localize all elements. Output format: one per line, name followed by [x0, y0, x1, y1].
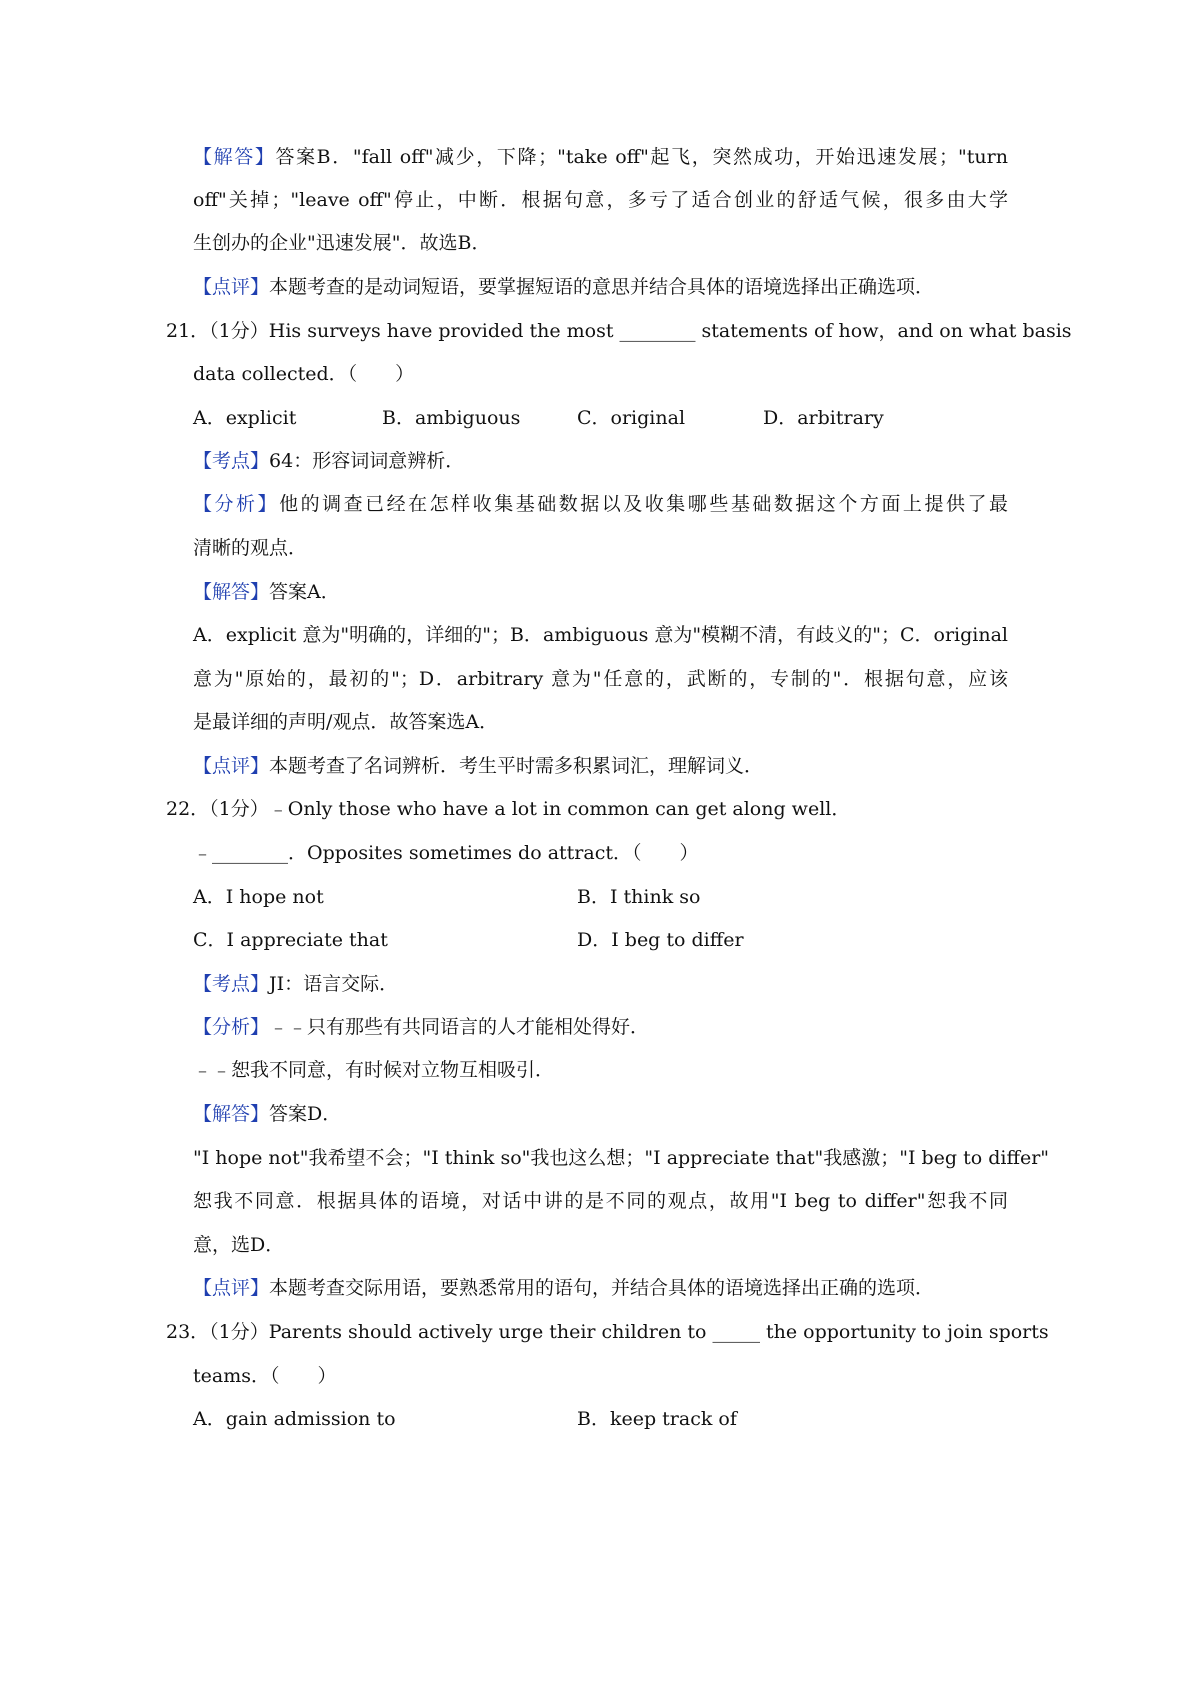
- point-text: 64：形容词词意辨析．: [269, 450, 465, 472]
- q22-analysis-line-2: ﹣﹣恕我不同意，有时候对立物互相吸引．: [193, 1059, 555, 1081]
- q23-option-b: B．keep track of: [577, 1408, 737, 1430]
- q21-option-d: D．arbitrary: [763, 407, 884, 429]
- q21-explain-line-2: 意为"原始的，最初的"；D．arbitrary 意为"任意的，武断的，专制的"．根据句意，应该: [193, 668, 1008, 690]
- point-text: JI：语言交际．: [269, 973, 399, 995]
- q22-point: [193, 972, 398, 996]
- q22-stem-line-2: ﹣________．Opposites sometimes do attract．（ ）: [193, 842, 699, 864]
- q21-explain-line-3: 是最详细的声明/观点．故答案选A．: [193, 711, 499, 733]
- answer-text: 答案D．: [269, 1103, 342, 1125]
- analysis-text: ﹣﹣只有那些有共同语言的人才能相处得好．: [269, 1016, 650, 1038]
- q21-answer: [193, 580, 340, 604]
- answer-tag: 【解答】: [193, 1103, 270, 1125]
- q21-analysis-line-1: [193, 492, 1008, 516]
- q22-explain-line-3: 意，选D．: [193, 1234, 285, 1256]
- q23-option-a: A．gain admission to: [193, 1408, 396, 1430]
- answer-tag: 【解答】: [193, 146, 276, 168]
- point-tag: 【考点】: [193, 973, 270, 995]
- q21-explain-line-1: A．explicit 意为"明确的，详细的"；B．ambiguous 意为"模糊不清，有歧义的"；C．original: [193, 624, 1008, 646]
- q23-stem-line-1: 23．（1分）Parents should actively urge their children to _____ the opportunity to join sports: [166, 1321, 1049, 1343]
- q22-option-d: D．I beg to differ: [577, 929, 744, 951]
- q22-option-c: C．I appreciate that: [193, 929, 388, 951]
- comment-tag: 【点评】: [193, 755, 270, 777]
- answer-text: 答案A．: [269, 581, 340, 603]
- comment-text: 本题考查的是动词短语，要掌握短语的意思并结合具体的语境选择出正确选项．: [269, 276, 935, 298]
- q21-stem-line-1: 21．（1分）His surveys have provided the most ________ statements of how，and on what basis: [166, 320, 1072, 342]
- analysis-tag: 【分析】: [193, 1016, 270, 1038]
- q22-stem-line-1: 22．（1分）﹣Only those who have a lot in common can get along well．: [166, 798, 851, 820]
- q21-option-a: A．explicit: [193, 407, 297, 429]
- q21-option-c: C．original: [577, 407, 686, 429]
- q23-stem-line-2: teams．（ ）: [193, 1365, 337, 1387]
- answer-tag: 【解答】: [193, 581, 270, 603]
- comment-text: 本题考查交际用语，要熟悉常用的语句，并结合具体的语境选择出正确的选项．: [269, 1277, 935, 1299]
- answer-text: 答案B．"fall off"减少，下降；"take off"起飞，突然成功，开始迅速发展；"turn: [275, 146, 1008, 168]
- q20-answer-line-2: off"关掉；"leave off"停止，中断．根据句意，多亏了适合创业的舒适气候，很多由大学: [193, 189, 1008, 211]
- q21-comment: [193, 754, 763, 778]
- q22-explain-line-2: 恕我不同意．根据具体的语境，对话中讲的是不同的观点，故用"I beg to differ"恕我不同: [193, 1190, 1008, 1212]
- q21-stem-line-2: data collected．（ ）: [193, 363, 415, 385]
- q22-analysis-line-1: [193, 1015, 649, 1039]
- analysis-tag: 【分析】: [193, 493, 280, 515]
- q22-option-a: A．I hope not: [193, 886, 324, 908]
- q22-comment: [193, 1276, 934, 1300]
- comment-tag: 【点评】: [193, 276, 270, 298]
- q22-explain-line-1: "I hope not"我希望不会；"I think so"我也这么想；"I appreciate that"我感激；"I beg to differ": [193, 1147, 1050, 1169]
- comment-text: 本题考查了名词辨析．考生平时需多积累词汇，理解词义．: [269, 755, 764, 777]
- q20-comment: [193, 275, 934, 299]
- q21-analysis-line-2: 清晰的观点．: [193, 537, 308, 559]
- comment-tag: 【点评】: [193, 1277, 270, 1299]
- q20-answer-line-3: 生创办的企业"迅速发展"．故选B．: [193, 232, 491, 254]
- q22-answer: [193, 1102, 341, 1126]
- point-tag: 【考点】: [193, 450, 270, 472]
- q22-option-b: B．I think so: [577, 886, 701, 908]
- q20-answer-line-1: [193, 145, 1008, 169]
- q21-option-b: B．ambiguous: [382, 407, 521, 429]
- analysis-text: 他的调查已经在怎样收集基础数据以及收集哪些基础数据这个方面上提供了最: [279, 493, 1008, 515]
- q21-point: [193, 449, 464, 473]
